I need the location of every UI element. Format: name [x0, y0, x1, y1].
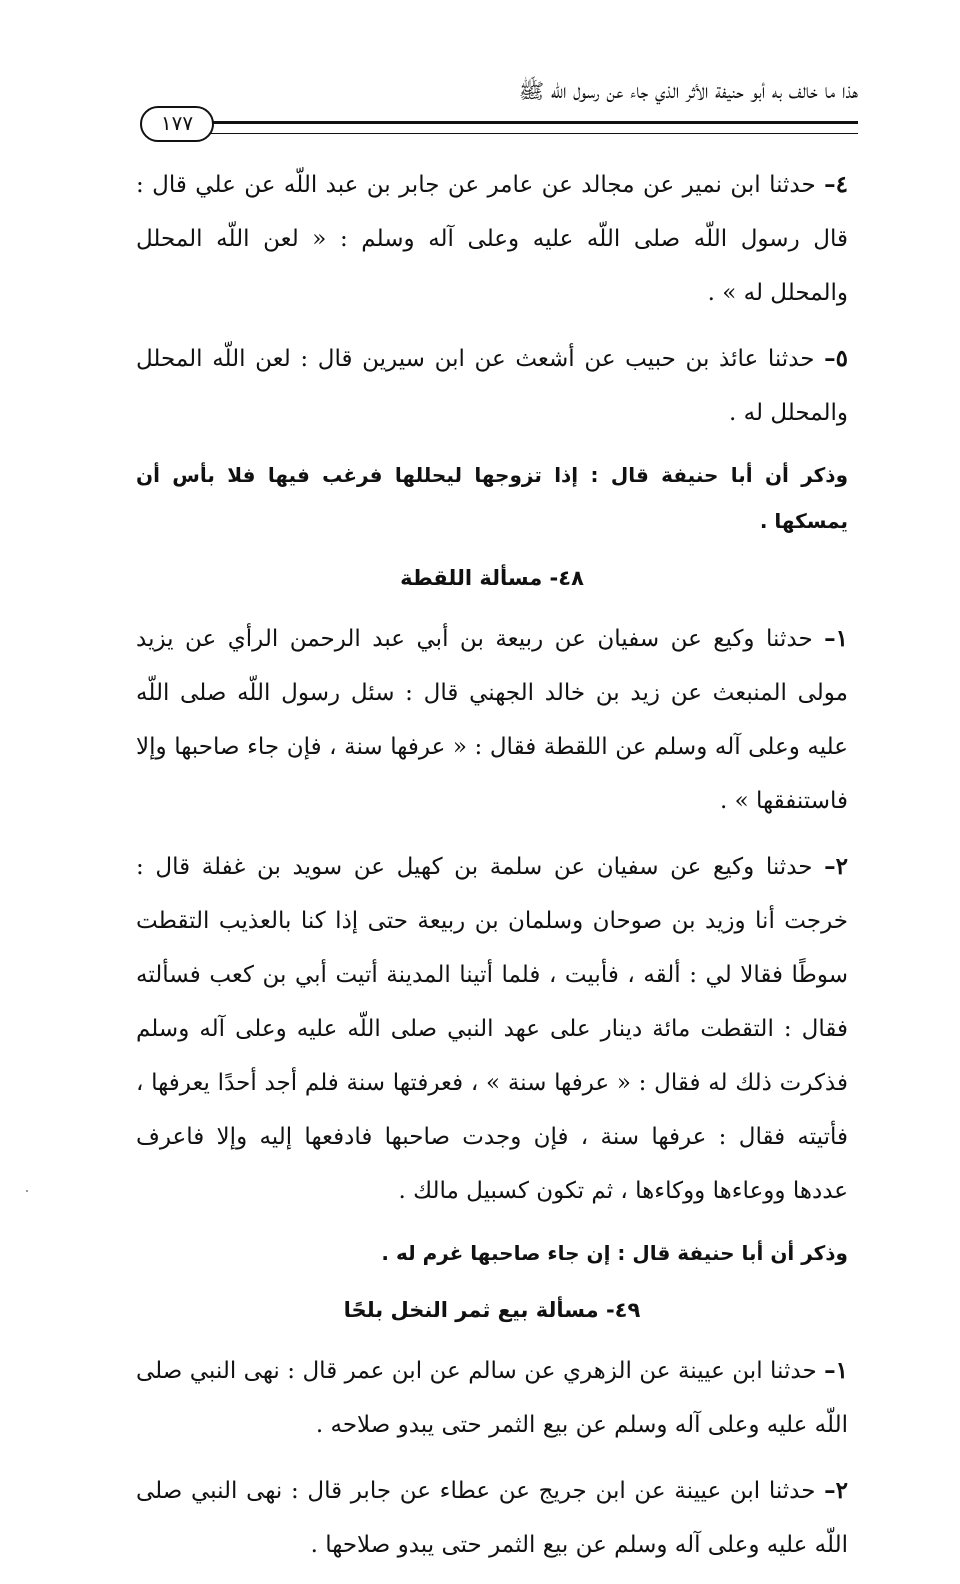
hadith-number: ١– [824, 1357, 849, 1384]
hadith-paragraph-2 [136, 840, 848, 1218]
hadith-paragraph-5 [136, 332, 848, 440]
page-number: ١٧٧ [140, 106, 214, 142]
hadith-paragraph-2 [136, 1464, 848, 1572]
page-body [136, 158, 848, 1584]
margin-speck [26, 1190, 28, 1192]
hadith-text: حدثنا وكيع عن سفيان عن سلمة بن كهيل عن سويد بن غفلة قال : خرجت أنا وزيد بن صوحان وسلمان بن ربيعة حتى إذا كنا بالعذيب التقطت سوطًا فقالا لي : ألقه ، فأبيت ، فلما أتينا المدينة أتيت أبي بن كعب فسألته فقال : التقطت مائة دينار على عهد النبي صلى اللّه عليه وعلى آله وسلم فذكرت ذلك له فقال : « عرفها سنة » ، فعرفتها سنة فلم أجد أحدًا يعرفها ، فأتيته فقال : عرفها سنة ، فإن وجدت صاحبها فادفعها إليه وإلا فاعرف عددها ووعاءها ووكاءها ، ثم تكون كسبيل مالك . [136, 854, 848, 1204]
running-head-title: هذا ما خالف به أبو حنيفة الأثر الذي جاء عن رسول اللّه ﷺ [518, 79, 858, 103]
hadith-number: ٤– [824, 171, 848, 198]
section-heading-48: ٤٨- مسألة اللقطة [400, 566, 584, 590]
hadith-number: ٥– [824, 345, 848, 372]
hadith-number: ٢– [824, 1477, 849, 1504]
hadith-text: حدثنا عائذ بن حبيب عن أشعث عن ابن سيرين قال : لعن اللّه المحلل والمحلل له . [136, 346, 848, 426]
hadith-text: حدثنا وكيع عن سفيان عن ربيعة بن أبي عبد الرحمن الرأي عن يزيد مولى المنبعث عن زيد بن خالد الجهني قال : سئل رسول اللّه صلى اللّه عليه وعلى آله وسلم عن اللقطة فقال : « عرفها سنة ، فإن جاء صاحبها وإلا فاستنفقها » . [136, 626, 848, 814]
hadith-text: حدثنا ابن نمير عن مجالد عن عامر عن جابر بن عبد اللّه عن علي قال : قال رسول اللّه صلى اللّه عليه وعلى آله وسلم : « لعن اللّه المحلل والمحلل له » . [136, 172, 848, 306]
abu-hanifa-statement: وذكر أن أبا حنيفة قال : إن جاء صاحبها غرم له . [381, 1241, 848, 1265]
hadith-number: ١– [824, 625, 848, 652]
hadith-paragraph-4 [136, 158, 848, 320]
hadith-paragraph-1 [136, 1344, 848, 1452]
hadith-paragraph-1 [136, 612, 848, 828]
hadith-text: حدثنا ابن عيينة عن الزهري عن سالم عن ابن عمر قال : نهى النبي صلى اللّه عليه وعلى آله وسلم عن بيع الثمر حتى يبدو صلاحه . [136, 1358, 848, 1438]
hadith-number: ٢– [824, 853, 848, 880]
section-heading-49: ٤٩- مسألة بيع ثمر النخل بلحًا [343, 1298, 641, 1322]
header-rule [150, 121, 858, 134]
abu-hanifa-statement: وذكر أن أبا حنيفة قال : إذا تزوجها ليحللها فرغب فيها فلا بأس أن يمسكها . [136, 463, 848, 533]
hadith-text: حدثنا ابن عيينة عن ابن جريج عن عطاء عن جابر قال : نهى النبي صلى اللّه عليه وعلى آله وسلم عن بيع الثمر حتى يبدو صلاحها . [136, 1478, 848, 1558]
